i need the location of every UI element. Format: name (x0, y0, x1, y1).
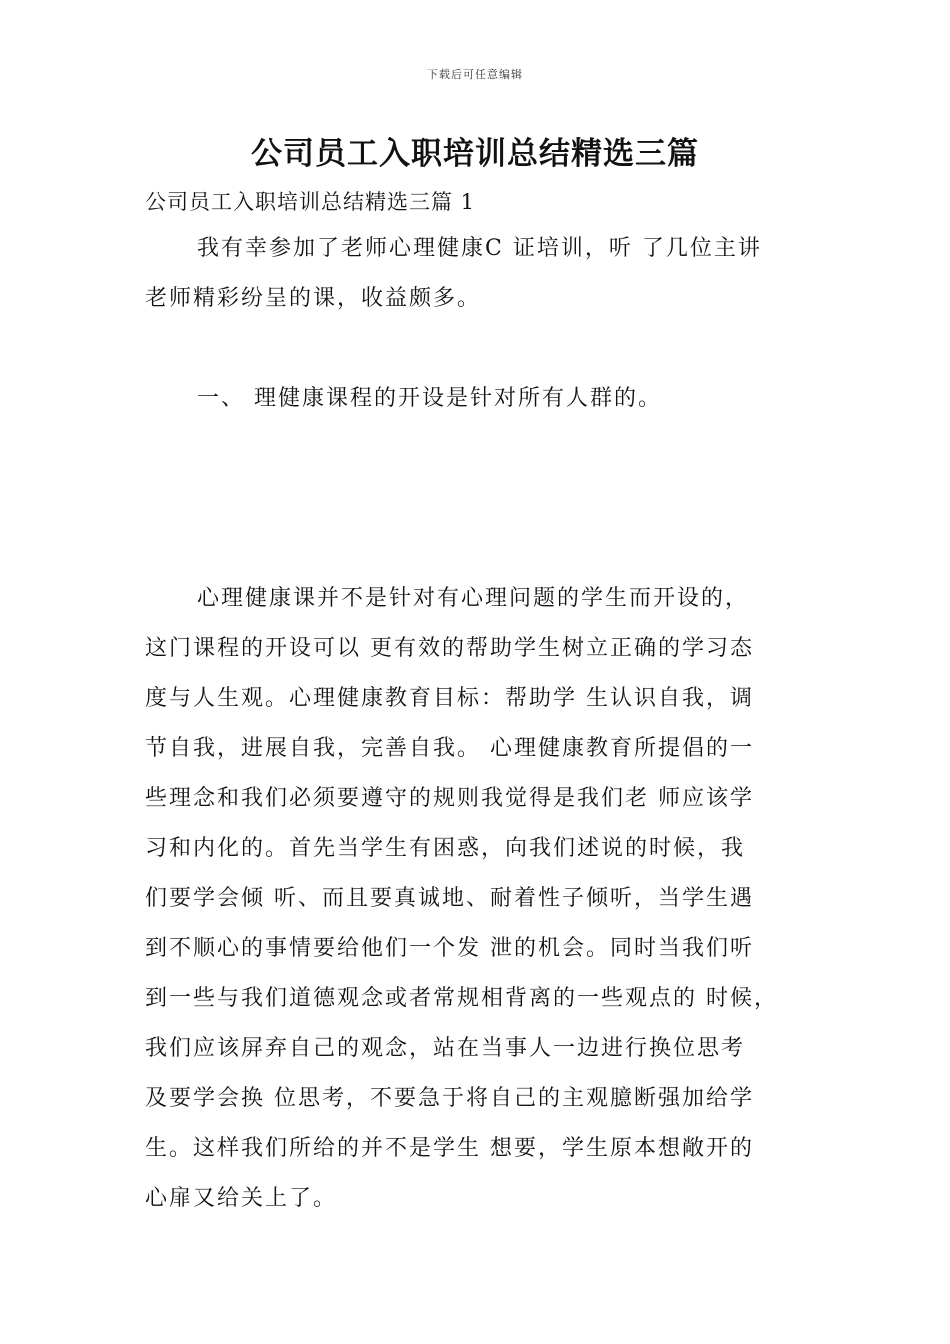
paragraph-line: 心扉又给关上了。 (145, 1186, 338, 1211)
paragraph-line: 节自我，进展自我，完善自我。 心理健康教育所提倡的一 (145, 736, 754, 761)
paragraph-line: 及要学会换 位思考，不要急于将自己的主观臆断强加给学 (145, 1086, 754, 1111)
paragraph-line: 老师精彩纷呈的课，收益颇多。 (145, 286, 482, 311)
paragraph-line: 到一些与我们道德观念或者常规相背离的一些观点的 时候， (145, 986, 778, 1011)
document-title: 公司员工入职培训总结精选三篇 (251, 136, 699, 172)
header-note: 下载后可任意编辑 (427, 68, 523, 81)
paragraph-line: 我有幸参加了老师心理健康C 证培训，听 了几位主讲 (197, 236, 762, 261)
paragraph-1 (145, 224, 807, 324)
section-heading-1 (145, 374, 807, 424)
paragraph-line: 们要学会倾 听、而且要真诚地、耐着性子倾听，当学生遇 (145, 886, 754, 911)
paragraph-line: 度与人生观。心理健康教育目标：帮助学 生认识自我，调 (145, 686, 754, 711)
document-subtitle: 公司员工入职培训总结精选三篇 1 (145, 190, 476, 214)
section-heading-text: 一、 理健康课程的开设是针对所有人群的。 (197, 386, 662, 411)
paragraph-line: 习和内化的。首先当学生有困惑，向我们述说的时候，我 (145, 836, 746, 861)
paragraph-line: 生。这样我们所给的并不是学生 想要，学生原本想敞开的 (145, 1136, 754, 1161)
paragraph-line: 这门课程的开设可以 更有效的帮助学生树立正确的学习态 (145, 636, 754, 661)
paragraph-line: 些理念和我们必须要遵守的规则我觉得是我们老 师应该学 (145, 786, 754, 811)
paragraph-2 (145, 574, 807, 1224)
paragraph-line: 到不顺心的事情要给他们一个发 泄的机会。同时当我们听 (145, 936, 754, 961)
paragraph-line: 我们应该屏弃自己的观念，站在当事人一边进行换位思考 (145, 1036, 746, 1061)
paragraph-line: 心理健康课并不是针对有心理问题的学生而开设的， (197, 586, 750, 611)
